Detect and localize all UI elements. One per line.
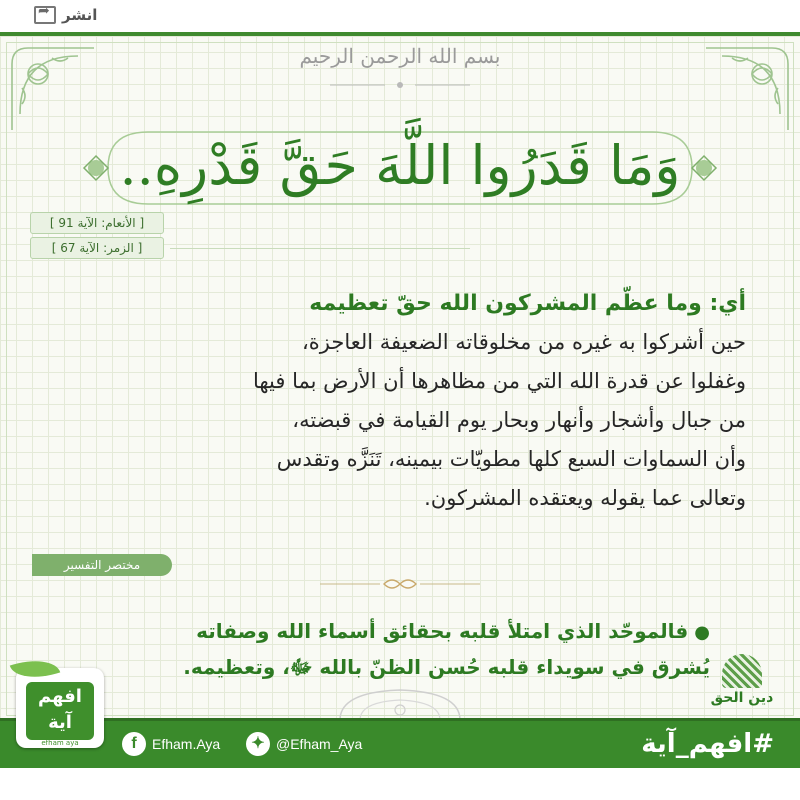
reflection-text — [140, 614, 710, 684]
divider-ornament-icon — [320, 574, 480, 594]
hashtag: #افهم_آية — [641, 729, 774, 759]
tafsir-line: وأن السماوات السبع كلها مطويّات بيمينه، تَنَزَّه وتقدس — [276, 447, 746, 471]
twitter-icon: ✦ — [246, 732, 270, 756]
app-logo-subtitle: efham aya — [41, 739, 79, 747]
share-button[interactable] — [34, 4, 97, 26]
share-icon — [34, 6, 56, 24]
verse-frame — [78, 112, 722, 224]
share-label: انشر — [62, 6, 98, 24]
bottom-ornament-icon — [330, 686, 470, 720]
tafsir-line: حين أشركوا به غيره من مخلوقاته الضعيفة العاجزة، — [301, 330, 746, 354]
brand-logo — [706, 654, 778, 726]
facebook-icon: f — [122, 732, 146, 756]
bullet-icon: ● — [694, 622, 710, 643]
divider — [170, 248, 470, 249]
tafsir-line: وتعالى عما يقوله ويعتقده المشركون. — [424, 486, 746, 510]
app-logo — [16, 668, 104, 748]
basmala: بسم الله الرحمن الرحيم — [299, 44, 501, 68]
reflection-line: يُشرق في سويداء قلبه حُسن الظنّ بالله ﷻ، وتعظيمه. — [183, 655, 710, 679]
tafsir-line: من جبال وأشجار وأنهار وبحار يوم القيامة في قبضته، — [292, 408, 746, 432]
facebook-handle: Efham.Aya — [152, 736, 221, 752]
verse-card — [0, 32, 800, 722]
tafsir-lead: أي: وما عظّم المشركون الله حقّ تعظيمه — [309, 291, 746, 316]
top-bar — [0, 0, 800, 32]
tafsir-text — [50, 284, 746, 518]
reflection-line: ●فالموحّد الذي امتلأ قلبه بحقائق أسماء الله وصفاته — [196, 619, 710, 643]
brand-name: دين الحق — [710, 690, 774, 706]
app-logo-mark: افهم آية — [26, 682, 94, 740]
tafsir-line: وغفلوا عن قدرة الله التي من مظاهرها أن الأرض بما فيها — [252, 369, 746, 393]
twitter-handle: @Efham_Aya — [276, 736, 363, 752]
bottom-margin — [0, 768, 800, 800]
facebook-link[interactable] — [122, 731, 220, 757]
verse-reference: [ الأنعام: الآية 91 ] — [30, 212, 164, 234]
mosque-dome-icon — [722, 654, 762, 688]
twitter-link[interactable] — [246, 731, 362, 757]
footer-bar — [0, 718, 800, 771]
verse-text: وَمَا قَدَرُوا اللَّهَ حَقَّ قَدْرِهِ.. — [119, 134, 681, 197]
verse-reference: [ الزمر: الآية 67 ] — [30, 237, 164, 259]
basmala-underline-ornament — [330, 80, 470, 90]
source-tag: مختصر التفسير — [32, 554, 172, 576]
